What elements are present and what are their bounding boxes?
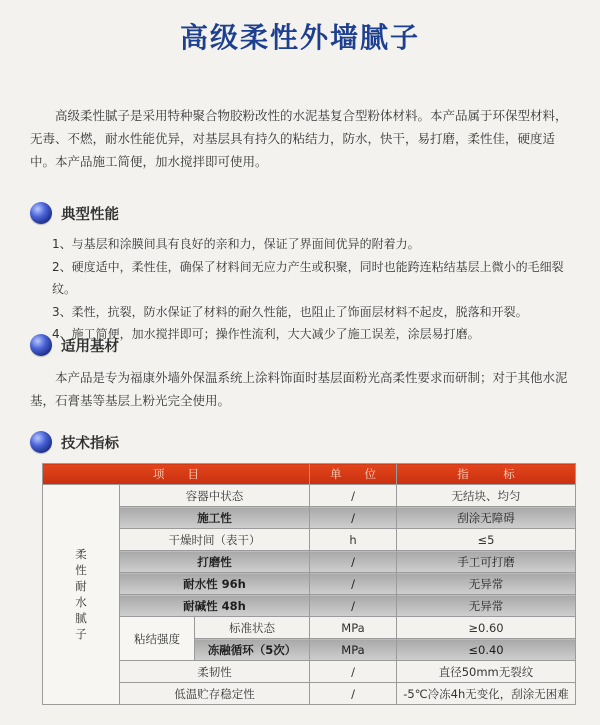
blue-sphere-bullet-icon — [30, 431, 52, 453]
section-heading-substrate — [30, 331, 119, 359]
list-item: 3、柔性，抗裂，防水保证了材料的耐久性能，也阻止了饰面层材料不起皮，脱落和开裂。 — [52, 304, 528, 319]
value-cell: ≤0.40 — [397, 639, 576, 661]
bond-strength-label: 粘结强度 — [120, 617, 195, 661]
unit-cell: / — [310, 683, 397, 705]
item-cell: 冻融循环（5次） — [195, 639, 310, 661]
item-cell: 标准状态 — [195, 617, 310, 639]
unit-cell: / — [310, 573, 397, 595]
blue-sphere-bullet-icon — [30, 202, 52, 224]
list-item: 1、与基层和涂膜间具有良好的亲和力，保证了界面间优异的附着力。 — [52, 237, 420, 251]
spec-table — [42, 463, 576, 705]
header-unit: 单 位 — [310, 464, 397, 485]
unit-cell: MPa — [310, 617, 397, 639]
unit-cell: / — [310, 507, 397, 529]
list-item: 2、硬度适中，柔性佳，确保了材料间无应力产生或积聚，同时也能跨连粘结基层上微小的毛细裂纹。 — [52, 259, 564, 296]
value-cell: 手工可打磨 — [397, 551, 576, 573]
page-title: 高级柔性外墙腻子 — [179, 21, 420, 54]
item-cell: 耐水性 96h — [120, 573, 310, 595]
header-item: 项 目 — [43, 464, 310, 485]
table-row — [43, 595, 576, 617]
table-header-row — [43, 464, 576, 485]
value-cell: -5℃冷冻4h无变化，刮涂无困难 — [397, 683, 576, 705]
value-cell: 无异常 — [397, 573, 576, 595]
table-row — [43, 683, 576, 705]
value-cell: 刮涂无障碍 — [397, 507, 576, 529]
value-cell: 直径50mm无裂纹 — [397, 661, 576, 683]
item-cell: 容器中状态 — [120, 485, 310, 507]
value-cell: ≥0.60 — [397, 617, 576, 639]
header-value: 指 标 — [397, 464, 576, 485]
unit-cell: h — [310, 529, 397, 551]
group-label: 柔性耐水腻子 — [75, 547, 87, 641]
unit-cell: / — [310, 595, 397, 617]
table-row — [43, 573, 576, 595]
item-cell: 打磨性 — [120, 551, 310, 573]
blue-sphere-bullet-icon — [30, 334, 52, 356]
table-row — [43, 507, 576, 529]
value-cell: 无异常 — [397, 595, 576, 617]
section-heading-performance — [30, 199, 119, 227]
substrate-paragraph: 本产品是专为福康外墙外保温系统上涂料饰面时基层面粉光高柔性要求而研制；对于其他水泥基，石膏基等基层上粉光完全使用。 — [30, 370, 568, 408]
item-cell: 干燥时间（表干） — [120, 529, 310, 551]
table-row — [43, 485, 576, 507]
performance-list — [52, 233, 582, 346]
section-heading-label: 典型性能 — [61, 206, 119, 223]
value-cell: ≤5 — [397, 529, 576, 551]
table-row — [43, 617, 576, 639]
section-heading-label: 适用基材 — [61, 338, 119, 355]
unit-cell: / — [310, 661, 397, 683]
section-heading-label: 技术指标 — [61, 435, 119, 452]
intro-paragraph: 高级柔性腻子是采用特种聚合物胶粉改性的水泥基复合型粉体材料。本产品属于环保型材料，无毒、不燃，耐水性能优异，对基层具有持久的粘结力，防水，快干，易打磨，柔性佳，硬度适中。本产品施工简便，加水搅拌即可使用。 — [30, 108, 568, 169]
value-cell: 无结块、均匀 — [397, 485, 576, 507]
table-row — [43, 661, 576, 683]
item-cell: 低温贮存稳定性 — [120, 683, 310, 705]
group-label-cell — [43, 485, 120, 705]
unit-cell: MPa — [310, 639, 397, 661]
section-heading-specs — [30, 428, 119, 456]
item-cell: 施工性 — [120, 507, 310, 529]
list-item: 4、施工简便，加水搅拌即可；操作性流利，大大减少了施工误差，涂层易打磨。 — [52, 327, 480, 341]
unit-cell: / — [310, 485, 397, 507]
table-row — [43, 529, 576, 551]
item-cell: 耐碱性 48h — [120, 595, 310, 617]
table-row — [43, 551, 576, 573]
item-cell: 柔韧性 — [120, 661, 310, 683]
unit-cell: / — [310, 551, 397, 573]
